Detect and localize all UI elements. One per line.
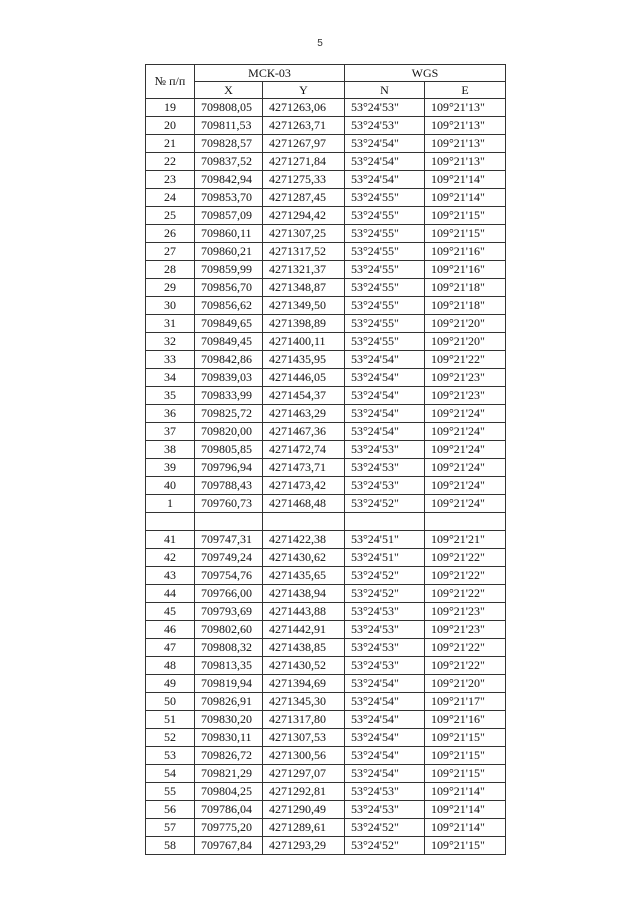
table-spacer [146, 513, 506, 531]
latitude-cell: 53°24'53" [345, 639, 425, 657]
table-row [146, 243, 506, 261]
point-number-cell: 30 [146, 297, 195, 315]
table-row [146, 189, 506, 207]
point-number-cell: 53 [146, 747, 195, 765]
x-coordinate-cell: 709786,04 [195, 801, 263, 819]
x-coordinate-cell: 709749,24 [195, 549, 263, 567]
x-coordinate-cell: 709859,99 [195, 261, 263, 279]
latitude-cell: 53°24'53" [345, 801, 425, 819]
table-row [146, 549, 506, 567]
point-number-cell: 25 [146, 207, 195, 225]
table-row [146, 297, 506, 315]
point-number-cell: 43 [146, 567, 195, 585]
latitude-cell: 53°24'51" [345, 549, 425, 567]
table-row [146, 639, 506, 657]
y-coordinate-cell: 4271275,33 [263, 171, 345, 189]
x-coordinate-cell: 709796,94 [195, 459, 263, 477]
y-coordinate-cell: 4271430,62 [263, 549, 345, 567]
table-body-first-contour [146, 99, 506, 513]
table-row [146, 315, 506, 333]
x-coordinate-cell: 709813,35 [195, 657, 263, 675]
x-coordinate-cell: 709860,11 [195, 225, 263, 243]
x-coordinate-cell: 709833,99 [195, 387, 263, 405]
latitude-cell: 53°24'54" [345, 153, 425, 171]
longitude-cell: 109°21'22" [425, 549, 506, 567]
longitude-cell: 109°21'20" [425, 675, 506, 693]
x-coordinate-cell: 709819,94 [195, 675, 263, 693]
table-row [146, 783, 506, 801]
y-coordinate-cell: 4271289,61 [263, 819, 345, 837]
table-row [146, 279, 506, 297]
latitude-cell: 53°24'53" [345, 783, 425, 801]
table-row [146, 603, 506, 621]
y-coordinate-cell: 4271435,95 [263, 351, 345, 369]
point-number-cell: 28 [146, 261, 195, 279]
table-row [146, 459, 506, 477]
point-number-cell: 31 [146, 315, 195, 333]
point-number-cell: 45 [146, 603, 195, 621]
y-coordinate-cell: 4271438,94 [263, 585, 345, 603]
y-coordinate-cell: 4271294,42 [263, 207, 345, 225]
y-coordinate-cell: 4271292,81 [263, 783, 345, 801]
x-coordinate-cell: 709849,45 [195, 333, 263, 351]
x-coordinate-cell: 709754,76 [195, 567, 263, 585]
y-coordinate-cell: 4271345,30 [263, 693, 345, 711]
point-number-cell: 26 [146, 225, 195, 243]
table-row [146, 387, 506, 405]
point-number-cell: 1 [146, 495, 195, 513]
x-coordinate-cell: 709775,20 [195, 819, 263, 837]
point-number-cell: 54 [146, 765, 195, 783]
longitude-cell: 109°21'14" [425, 189, 506, 207]
latitude-cell: 53°24'54" [345, 747, 425, 765]
point-number-cell: 27 [146, 243, 195, 261]
point-number-cell: 55 [146, 783, 195, 801]
table-row [146, 423, 506, 441]
point-number-cell: 35 [146, 387, 195, 405]
x-coordinate-cell: 709826,91 [195, 693, 263, 711]
longitude-cell: 109°21'17" [425, 693, 506, 711]
y-coordinate-cell: 4271348,87 [263, 279, 345, 297]
point-number-cell: 46 [146, 621, 195, 639]
page-number: 5 [317, 38, 323, 49]
longitude-cell: 109°21'24" [425, 441, 506, 459]
longitude-cell: 109°21'16" [425, 711, 506, 729]
x-coordinate-cell: 709808,32 [195, 639, 263, 657]
longitude-cell: 109°21'14" [425, 783, 506, 801]
longitude-cell: 109°21'23" [425, 387, 506, 405]
latitude-cell: 53°24'51" [345, 531, 425, 549]
header-y: Y [263, 82, 345, 99]
point-number-cell: 39 [146, 459, 195, 477]
longitude-cell: 109°21'21" [425, 531, 506, 549]
header-x: X [195, 82, 263, 99]
latitude-cell: 53°24'53" [345, 117, 425, 135]
point-number-cell: 41 [146, 531, 195, 549]
longitude-cell: 109°21'22" [425, 351, 506, 369]
latitude-cell: 53°24'54" [345, 171, 425, 189]
table-row [146, 837, 506, 855]
y-coordinate-cell: 4271430,52 [263, 657, 345, 675]
y-coordinate-cell: 4271263,71 [263, 117, 345, 135]
x-coordinate-cell: 709808,05 [195, 99, 263, 117]
latitude-cell: 53°24'52" [345, 819, 425, 837]
latitude-cell: 53°24'55" [345, 333, 425, 351]
y-coordinate-cell: 4271435,65 [263, 567, 345, 585]
point-number-cell: 19 [146, 99, 195, 117]
y-coordinate-cell: 4271422,38 [263, 531, 345, 549]
longitude-cell: 109°21'24" [425, 495, 506, 513]
x-coordinate-cell: 709842,86 [195, 351, 263, 369]
longitude-cell: 109°21'15" [425, 765, 506, 783]
point-number-cell: 42 [146, 549, 195, 567]
longitude-cell: 109°21'24" [425, 459, 506, 477]
y-coordinate-cell: 4271394,69 [263, 675, 345, 693]
table-row [146, 531, 506, 549]
x-coordinate-cell: 709842,94 [195, 171, 263, 189]
point-number-cell: 21 [146, 135, 195, 153]
x-coordinate-cell: 709747,31 [195, 531, 263, 549]
x-coordinate-cell: 709853,70 [195, 189, 263, 207]
y-coordinate-cell: 4271473,42 [263, 477, 345, 495]
point-number-cell: 50 [146, 693, 195, 711]
y-coordinate-cell: 4271271,84 [263, 153, 345, 171]
x-coordinate-cell: 709830,20 [195, 711, 263, 729]
point-number-cell: 56 [146, 801, 195, 819]
x-coordinate-cell: 709860,21 [195, 243, 263, 261]
longitude-cell: 109°21'24" [425, 405, 506, 423]
longitude-cell: 109°21'15" [425, 207, 506, 225]
table-row [146, 171, 506, 189]
point-number-cell: 44 [146, 585, 195, 603]
longitude-cell: 109°21'24" [425, 423, 506, 441]
y-coordinate-cell: 4271287,45 [263, 189, 345, 207]
table-row [146, 621, 506, 639]
header-wgs: WGS [345, 65, 506, 82]
point-number-cell: 37 [146, 423, 195, 441]
latitude-cell: 53°24'54" [345, 711, 425, 729]
longitude-cell: 109°21'15" [425, 225, 506, 243]
header-row-2 [146, 82, 506, 99]
point-number-cell: 58 [146, 837, 195, 855]
x-coordinate-cell: 709811,53 [195, 117, 263, 135]
point-number-cell: 22 [146, 153, 195, 171]
point-number-cell: 32 [146, 333, 195, 351]
x-coordinate-cell: 709760,73 [195, 495, 263, 513]
latitude-cell: 53°24'54" [345, 729, 425, 747]
point-number-cell: 24 [146, 189, 195, 207]
longitude-cell: 109°21'20" [425, 315, 506, 333]
x-coordinate-cell: 709856,70 [195, 279, 263, 297]
table-row [146, 99, 506, 117]
longitude-cell: 109°21'18" [425, 297, 506, 315]
longitude-cell: 109°21'14" [425, 801, 506, 819]
header-num: № п/п [146, 65, 195, 99]
table-row [146, 369, 506, 387]
y-coordinate-cell: 4271442,91 [263, 621, 345, 639]
table-row [146, 207, 506, 225]
x-coordinate-cell: 709793,69 [195, 603, 263, 621]
table-row [146, 477, 506, 495]
longitude-cell: 109°21'14" [425, 819, 506, 837]
latitude-cell: 53°24'55" [345, 297, 425, 315]
table-row [146, 153, 506, 171]
latitude-cell: 53°24'54" [345, 135, 425, 153]
longitude-cell: 109°21'22" [425, 585, 506, 603]
longitude-cell: 109°21'22" [425, 657, 506, 675]
table-row [146, 405, 506, 423]
longitude-cell: 109°21'18" [425, 279, 506, 297]
y-coordinate-cell: 4271400,11 [263, 333, 345, 351]
point-number-cell: 47 [146, 639, 195, 657]
longitude-cell: 109°21'13" [425, 153, 506, 171]
y-coordinate-cell: 4271454,37 [263, 387, 345, 405]
point-number-cell: 52 [146, 729, 195, 747]
table-row [146, 657, 506, 675]
latitude-cell: 53°24'53" [345, 441, 425, 459]
latitude-cell: 53°24'53" [345, 603, 425, 621]
latitude-cell: 53°24'55" [345, 243, 425, 261]
longitude-cell: 109°21'16" [425, 243, 506, 261]
x-coordinate-cell: 709839,03 [195, 369, 263, 387]
longitude-cell: 109°21'13" [425, 135, 506, 153]
table-row [146, 801, 506, 819]
y-coordinate-cell: 4271293,29 [263, 837, 345, 855]
x-coordinate-cell: 709766,00 [195, 585, 263, 603]
y-coordinate-cell: 4271443,88 [263, 603, 345, 621]
point-number-cell: 36 [146, 405, 195, 423]
longitude-cell: 109°21'23" [425, 603, 506, 621]
table-row [146, 333, 506, 351]
table-row [146, 495, 506, 513]
latitude-cell: 53°24'53" [345, 657, 425, 675]
table-row [146, 819, 506, 837]
latitude-cell: 53°24'52" [345, 585, 425, 603]
point-number-cell: 29 [146, 279, 195, 297]
latitude-cell: 53°24'54" [345, 369, 425, 387]
y-coordinate-cell: 4271300,56 [263, 747, 345, 765]
latitude-cell: 53°24'54" [345, 675, 425, 693]
longitude-cell: 109°21'23" [425, 621, 506, 639]
y-coordinate-cell: 4271297,07 [263, 765, 345, 783]
point-number-cell: 49 [146, 675, 195, 693]
x-coordinate-cell: 709804,25 [195, 783, 263, 801]
y-coordinate-cell: 4271267,97 [263, 135, 345, 153]
latitude-cell: 53°24'52" [345, 837, 425, 855]
latitude-cell: 53°24'52" [345, 567, 425, 585]
table-row [146, 351, 506, 369]
latitude-cell: 53°24'55" [345, 279, 425, 297]
latitude-cell: 53°24'52" [345, 495, 425, 513]
table-body-second-contour [146, 531, 506, 855]
table-row [146, 135, 506, 153]
x-coordinate-cell: 709788,43 [195, 477, 263, 495]
latitude-cell: 53°24'53" [345, 459, 425, 477]
x-coordinate-cell: 709805,85 [195, 441, 263, 459]
empty-row [146, 513, 506, 531]
longitude-cell: 109°21'22" [425, 567, 506, 585]
point-number-cell: 57 [146, 819, 195, 837]
latitude-cell: 53°24'54" [345, 351, 425, 369]
y-coordinate-cell: 4271472,74 [263, 441, 345, 459]
longitude-cell: 109°21'23" [425, 369, 506, 387]
table-row [146, 225, 506, 243]
empty-cell [195, 513, 263, 531]
table-row [146, 567, 506, 585]
latitude-cell: 53°24'54" [345, 765, 425, 783]
y-coordinate-cell: 4271473,71 [263, 459, 345, 477]
header-n: N [345, 82, 425, 99]
latitude-cell: 53°24'53" [345, 477, 425, 495]
point-number-cell: 33 [146, 351, 195, 369]
y-coordinate-cell: 4271317,80 [263, 711, 345, 729]
y-coordinate-cell: 4271463,29 [263, 405, 345, 423]
x-coordinate-cell: 709767,84 [195, 837, 263, 855]
y-coordinate-cell: 4271290,49 [263, 801, 345, 819]
y-coordinate-cell: 4271349,50 [263, 297, 345, 315]
point-number-cell: 23 [146, 171, 195, 189]
longitude-cell: 109°21'20" [425, 333, 506, 351]
latitude-cell: 53°24'53" [345, 99, 425, 117]
longitude-cell: 109°21'15" [425, 729, 506, 747]
table-row [146, 117, 506, 135]
longitude-cell: 109°21'15" [425, 837, 506, 855]
header-msk: МСК-03 [195, 65, 345, 82]
point-number-cell: 48 [146, 657, 195, 675]
empty-cell [263, 513, 345, 531]
point-number-cell: 51 [146, 711, 195, 729]
table-row [146, 747, 506, 765]
x-coordinate-cell: 709837,52 [195, 153, 263, 171]
longitude-cell: 109°21'13" [425, 99, 506, 117]
x-coordinate-cell: 709802,60 [195, 621, 263, 639]
table-row [146, 441, 506, 459]
coordinates-table [145, 64, 506, 855]
x-coordinate-cell: 709828,57 [195, 135, 263, 153]
x-coordinate-cell: 709821,29 [195, 765, 263, 783]
empty-cell [345, 513, 425, 531]
latitude-cell: 53°24'55" [345, 315, 425, 333]
table-row [146, 585, 506, 603]
y-coordinate-cell: 4271307,53 [263, 729, 345, 747]
latitude-cell: 53°24'55" [345, 189, 425, 207]
x-coordinate-cell: 709856,62 [195, 297, 263, 315]
longitude-cell: 109°21'24" [425, 477, 506, 495]
latitude-cell: 53°24'54" [345, 387, 425, 405]
x-coordinate-cell: 709820,00 [195, 423, 263, 441]
longitude-cell: 109°21'22" [425, 639, 506, 657]
latitude-cell: 53°24'53" [345, 621, 425, 639]
y-coordinate-cell: 4271307,25 [263, 225, 345, 243]
y-coordinate-cell: 4271468,48 [263, 495, 345, 513]
table-row [146, 693, 506, 711]
latitude-cell: 53°24'55" [345, 207, 425, 225]
y-coordinate-cell: 4271317,52 [263, 243, 345, 261]
longitude-cell: 109°21'14" [425, 171, 506, 189]
x-coordinate-cell: 709826,72 [195, 747, 263, 765]
latitude-cell: 53°24'54" [345, 423, 425, 441]
y-coordinate-cell: 4271398,89 [263, 315, 345, 333]
point-number-cell: 34 [146, 369, 195, 387]
point-number-cell: 40 [146, 477, 195, 495]
longitude-cell: 109°21'16" [425, 261, 506, 279]
table-row [146, 765, 506, 783]
latitude-cell: 53°24'54" [345, 693, 425, 711]
y-coordinate-cell: 4271438,85 [263, 639, 345, 657]
x-coordinate-cell: 709849,65 [195, 315, 263, 333]
latitude-cell: 53°24'54" [345, 405, 425, 423]
x-coordinate-cell: 709857,09 [195, 207, 263, 225]
empty-cell [425, 513, 506, 531]
empty-cell [146, 513, 195, 531]
y-coordinate-cell: 4271446,05 [263, 369, 345, 387]
x-coordinate-cell: 709825,72 [195, 405, 263, 423]
table-row [146, 711, 506, 729]
longitude-cell: 109°21'15" [425, 747, 506, 765]
table-row [146, 261, 506, 279]
point-number-cell: 20 [146, 117, 195, 135]
latitude-cell: 53°24'55" [345, 261, 425, 279]
x-coordinate-cell: 709830,11 [195, 729, 263, 747]
header-e: E [425, 82, 506, 99]
header-row-1 [146, 65, 506, 82]
table-row [146, 729, 506, 747]
y-coordinate-cell: 4271467,36 [263, 423, 345, 441]
latitude-cell: 53°24'55" [345, 225, 425, 243]
longitude-cell: 109°21'13" [425, 117, 506, 135]
y-coordinate-cell: 4271321,37 [263, 261, 345, 279]
point-number-cell: 38 [146, 441, 195, 459]
table-row [146, 675, 506, 693]
y-coordinate-cell: 4271263,06 [263, 99, 345, 117]
